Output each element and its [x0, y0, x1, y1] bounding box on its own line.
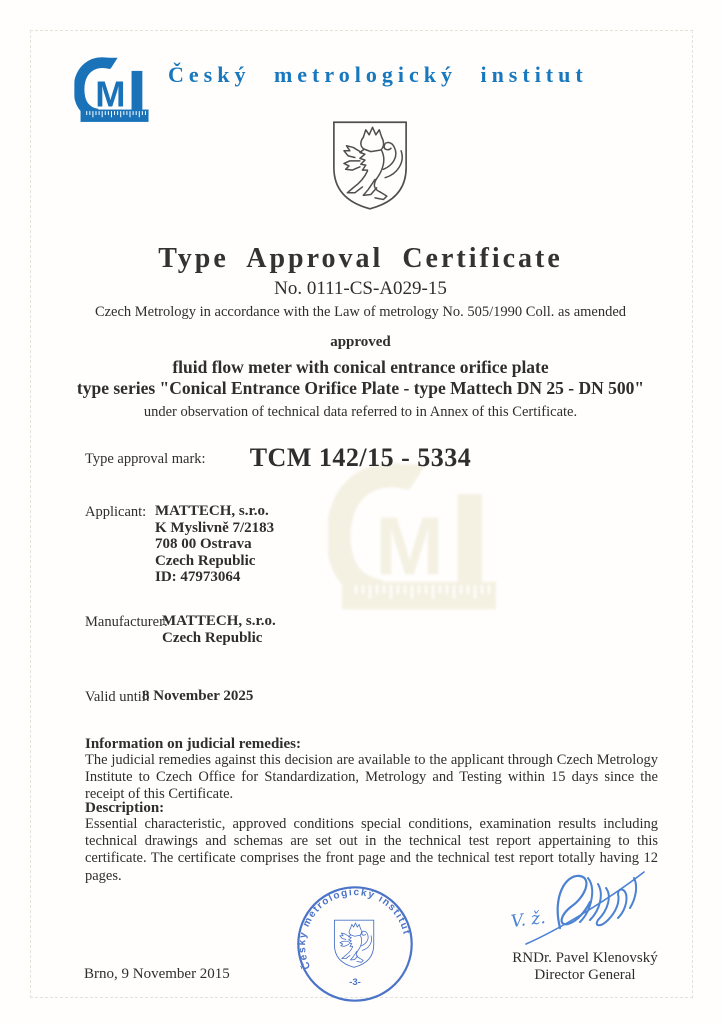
- institute-name: Český metrologický institut: [168, 62, 588, 87]
- cmi-watermark: [328, 462, 503, 617]
- place-and-date: Brno, 9 November 2015: [84, 966, 230, 982]
- signature-icon: [508, 866, 648, 950]
- signer-name: RNDr. Pavel Klenovský: [512, 950, 658, 966]
- description-heading: Description:: [85, 800, 165, 816]
- svg-text:Český metrologický institut: [297, 887, 412, 972]
- cmi-logo-icon: [74, 57, 152, 125]
- approved-label: approved: [330, 334, 391, 350]
- applicant-line: ID: 47973064: [155, 569, 241, 585]
- description-body: Essential characteristic, approved conditions special conditions, examination results including technical drawings and schemas are set out in the technical test report appertaining to this certificate. The certificate comprises the front page and the technical test report totally having 12 pages.: [85, 816, 658, 884]
- manufacturer-line: Czech Republic: [162, 629, 263, 646]
- remedies-heading: Information on judicial remedies:: [85, 736, 301, 752]
- manufacturer-line: MATTECH, s.r.o.: [162, 613, 276, 629]
- applicant-line: Czech Republic: [155, 552, 256, 569]
- valid-until-label: Valid until:: [85, 689, 150, 705]
- applicant-address: [155, 503, 274, 586]
- applicant-label: Applicant:: [85, 504, 147, 520]
- valid-until-value: 8 November 2025: [142, 688, 254, 704]
- law-reference-line: Czech Metrology in accordance with the Law of metrology No. 505/1990 Coll. as amended: [94, 304, 627, 320]
- stamp-ring-text: Český metrologický institut: [296, 886, 412, 971]
- applicant-line: K Myslivně 7/2183: [155, 519, 275, 536]
- remedies-body: The judicial remedies against this decision are available to the applicant through Czech Metrology Institute to Czech Office for Standardization, Metrology and Testing within 15 days since the receipt of this Certificate.: [85, 752, 658, 803]
- signature-note: V. ž.: [509, 907, 547, 933]
- institute-round-stamp: [291, 878, 419, 1010]
- certificate-number: No. 0111-CS-A029-15: [274, 278, 447, 299]
- type-approval-mark-value: TCM 142/15 - 5334: [249, 443, 472, 472]
- manufacturer-value: [162, 613, 276, 646]
- observation-line: under observation of technical data referred to in Annex of this Certificate.: [143, 404, 578, 420]
- product-name-line2: type series "Conical Entrance Orifice Plate - type Mattech DN 25 - DN 500": [76, 378, 645, 398]
- signer-block: [500, 950, 670, 983]
- signer-title: Director General: [534, 966, 636, 983]
- product-name-line1: fluid flow meter with conical entrance orifice plate: [172, 357, 549, 377]
- applicant-line: 708 00 Ostrava: [155, 536, 252, 552]
- stamp-number: -3-: [349, 977, 361, 989]
- certificate-title: Type Approval Certificate: [158, 243, 563, 274]
- type-approval-mark-label: Type approval mark:: [85, 451, 206, 467]
- manufacturer-label: Manufacturer:: [85, 614, 168, 630]
- czech-coat-of-arms-icon: [328, 117, 412, 214]
- applicant-line: MATTECH, s.r.o.: [155, 503, 269, 519]
